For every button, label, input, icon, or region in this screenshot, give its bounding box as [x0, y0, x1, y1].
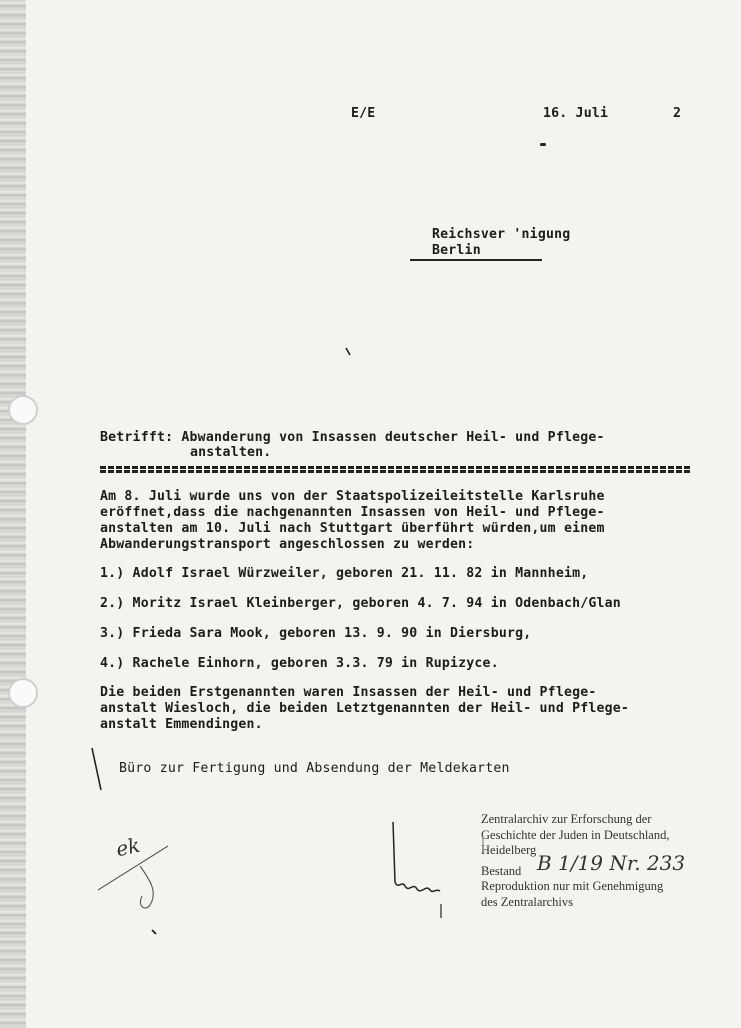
archive-stamp-line-5: Reproduktion nur mit Genehmigung: [481, 879, 664, 893]
intro-line-4: Abwanderungstransport angeschlossen zu werden:: [100, 537, 475, 552]
person-entry-1: 1.) Adolf Israel Würzweiler, geboren 21. 11. 82 in Mannheim,: [100, 566, 589, 581]
archive-stamp-line-2: Geschichte der Juden in Deutschland,: [481, 828, 670, 842]
footer-note: Büro zur Fertigung und Absendung der Meldekarten: [119, 761, 510, 776]
speck-2: [152, 930, 156, 934]
person-entry-4: 4.) Rachele Einhorn, geboren 3.3. 79 in Rupizyce.: [100, 656, 499, 671]
reference-code: E/E: [351, 106, 376, 121]
handwritten-initials: ek: [113, 832, 143, 862]
archive-stamp-line-1: Zentralarchiv zur Erforschung der: [481, 812, 652, 826]
letter-date: 16. Juli: [543, 106, 609, 121]
archive-stamp-line-6: des Zentralarchivs: [481, 895, 573, 909]
signature-mark: [393, 822, 440, 891]
page-number: 2: [673, 106, 682, 121]
intro-line-2: eröffnet,dass die nachgenannten Insassen von Heil- und Pflege-: [100, 505, 605, 520]
closing-line-1: Die beiden Erstgenannten waren Insassen der Heil- und Pflege-: [100, 685, 597, 700]
closing-line-3: anstalt Emmendingen.: [100, 717, 263, 732]
person-entry-2: 2.) Moritz Israel Kleinberger, geboren 4. 7. 94 in Odenbach/Glan: [100, 596, 621, 611]
initials-tail: [140, 866, 153, 908]
margin-stroke: [92, 748, 101, 790]
speck-1: [346, 348, 350, 355]
closing-line-2: anstalt Wiesloch, die beiden Letztgenannten der Heil- und Pflege-: [100, 701, 630, 716]
intro-line-1: Am 8. Juli wurde uns von der Staatspolizeileitstelle Karlsruhe: [100, 489, 605, 504]
subject-line-1: Betrifft: Abwanderung von Insassen deutscher Heil- und Pflege-: [100, 430, 605, 445]
person-entry-3: 3.) Frieda Sara Mook, geboren 13. 9. 90 in Diersburg,: [100, 626, 532, 641]
subject-line-2: anstalten.: [190, 445, 272, 460]
archive-stamp-line-3: Heidelberg: [481, 843, 537, 857]
initials-strike: [98, 846, 168, 890]
recipient-line-1: Reichsver 'nigung: [432, 227, 571, 242]
recipient-line-2: Berlin: [432, 243, 481, 258]
archive-stamp-bestand-value: B 1/19 Nr. 233: [537, 851, 686, 875]
intro-line-3: anstalten am 10. Juli nach Stuttgart überführt würden,um einem: [100, 521, 605, 536]
archive-stamp-bestand-label: Bestand: [481, 864, 522, 878]
